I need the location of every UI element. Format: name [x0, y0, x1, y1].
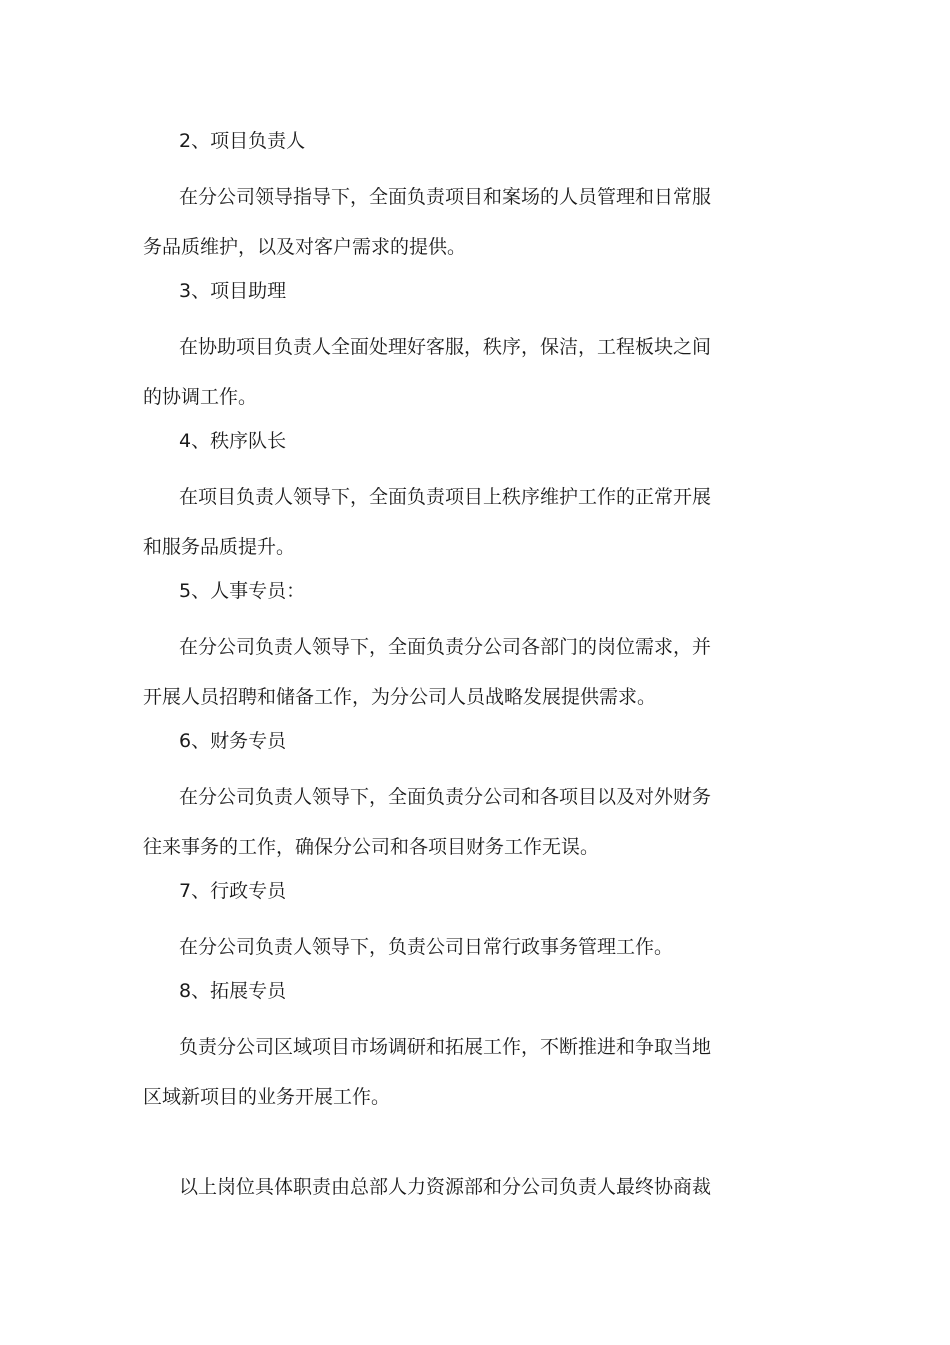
paragraph-line: 在分公司负责人领导下，全面负责分公司和各项目以及对外财务 — [179, 786, 712, 808]
paragraph-line: 在分公司负责人领导下，负责公司日常行政事务管理工作。 — [179, 936, 674, 958]
paragraph-line: 在分公司负责人领导下，全面负责分公司各部门的岗位需求，并 — [179, 636, 712, 658]
section-expansion-specialist — [143, 972, 765, 1122]
paragraph-line: 负责分公司区域项目市场调研和拓展工作，不断推进和争取当地 — [179, 1036, 712, 1058]
section-heading: 4、秩序队长 — [179, 430, 287, 452]
section-heading: 3、项目助理 — [179, 280, 287, 302]
paragraph-line: 务品质维护，以及对客户需求的提供。 — [143, 236, 467, 258]
paragraph-line: 在协助项目负责人全面处理好客服，秩序，保洁，工程板块之间 — [179, 336, 712, 358]
section-heading: 5、人事专员： — [179, 580, 306, 602]
section-project-assistant — [143, 272, 765, 422]
section-hr-specialist — [143, 572, 765, 722]
section-security-captain — [143, 422, 765, 572]
paragraph-line: 的协调工作。 — [143, 386, 258, 408]
section-finance-specialist — [143, 722, 765, 872]
section-heading: 6、财务专员 — [179, 730, 287, 752]
paragraph-line: 和服务品质提升。 — [143, 536, 296, 558]
paragraph-line: 区域新项目的业务开展工作。 — [143, 1086, 391, 1108]
paragraph-spacer — [143, 1122, 765, 1162]
paragraph-line: 在分公司领导指导下，全面负责项目和案场的人员管理和日常服 — [179, 186, 712, 208]
paragraph-line: 在项目负责人领导下，全面负责项目上秩序维护工作的正常开展 — [179, 486, 712, 508]
closing-paragraph: 以上岗位具体职责由总部人力资源部和分公司负责人最终协商裁 — [179, 1176, 712, 1198]
section-admin-specialist — [143, 872, 765, 972]
section-heading: 2、项目负责人 — [179, 130, 306, 152]
section-heading: 7、行政专员 — [179, 880, 287, 902]
document-body — [143, 122, 765, 1212]
section-project-lead — [143, 122, 765, 272]
paragraph-line: 往来事务的工作，确保分公司和各项目财务工作无误。 — [143, 836, 600, 858]
section-heading: 8、拓展专员 — [179, 980, 287, 1002]
paragraph-line: 开展人员招聘和储备工作，为分公司人员战略发展提供需求。 — [143, 686, 657, 708]
